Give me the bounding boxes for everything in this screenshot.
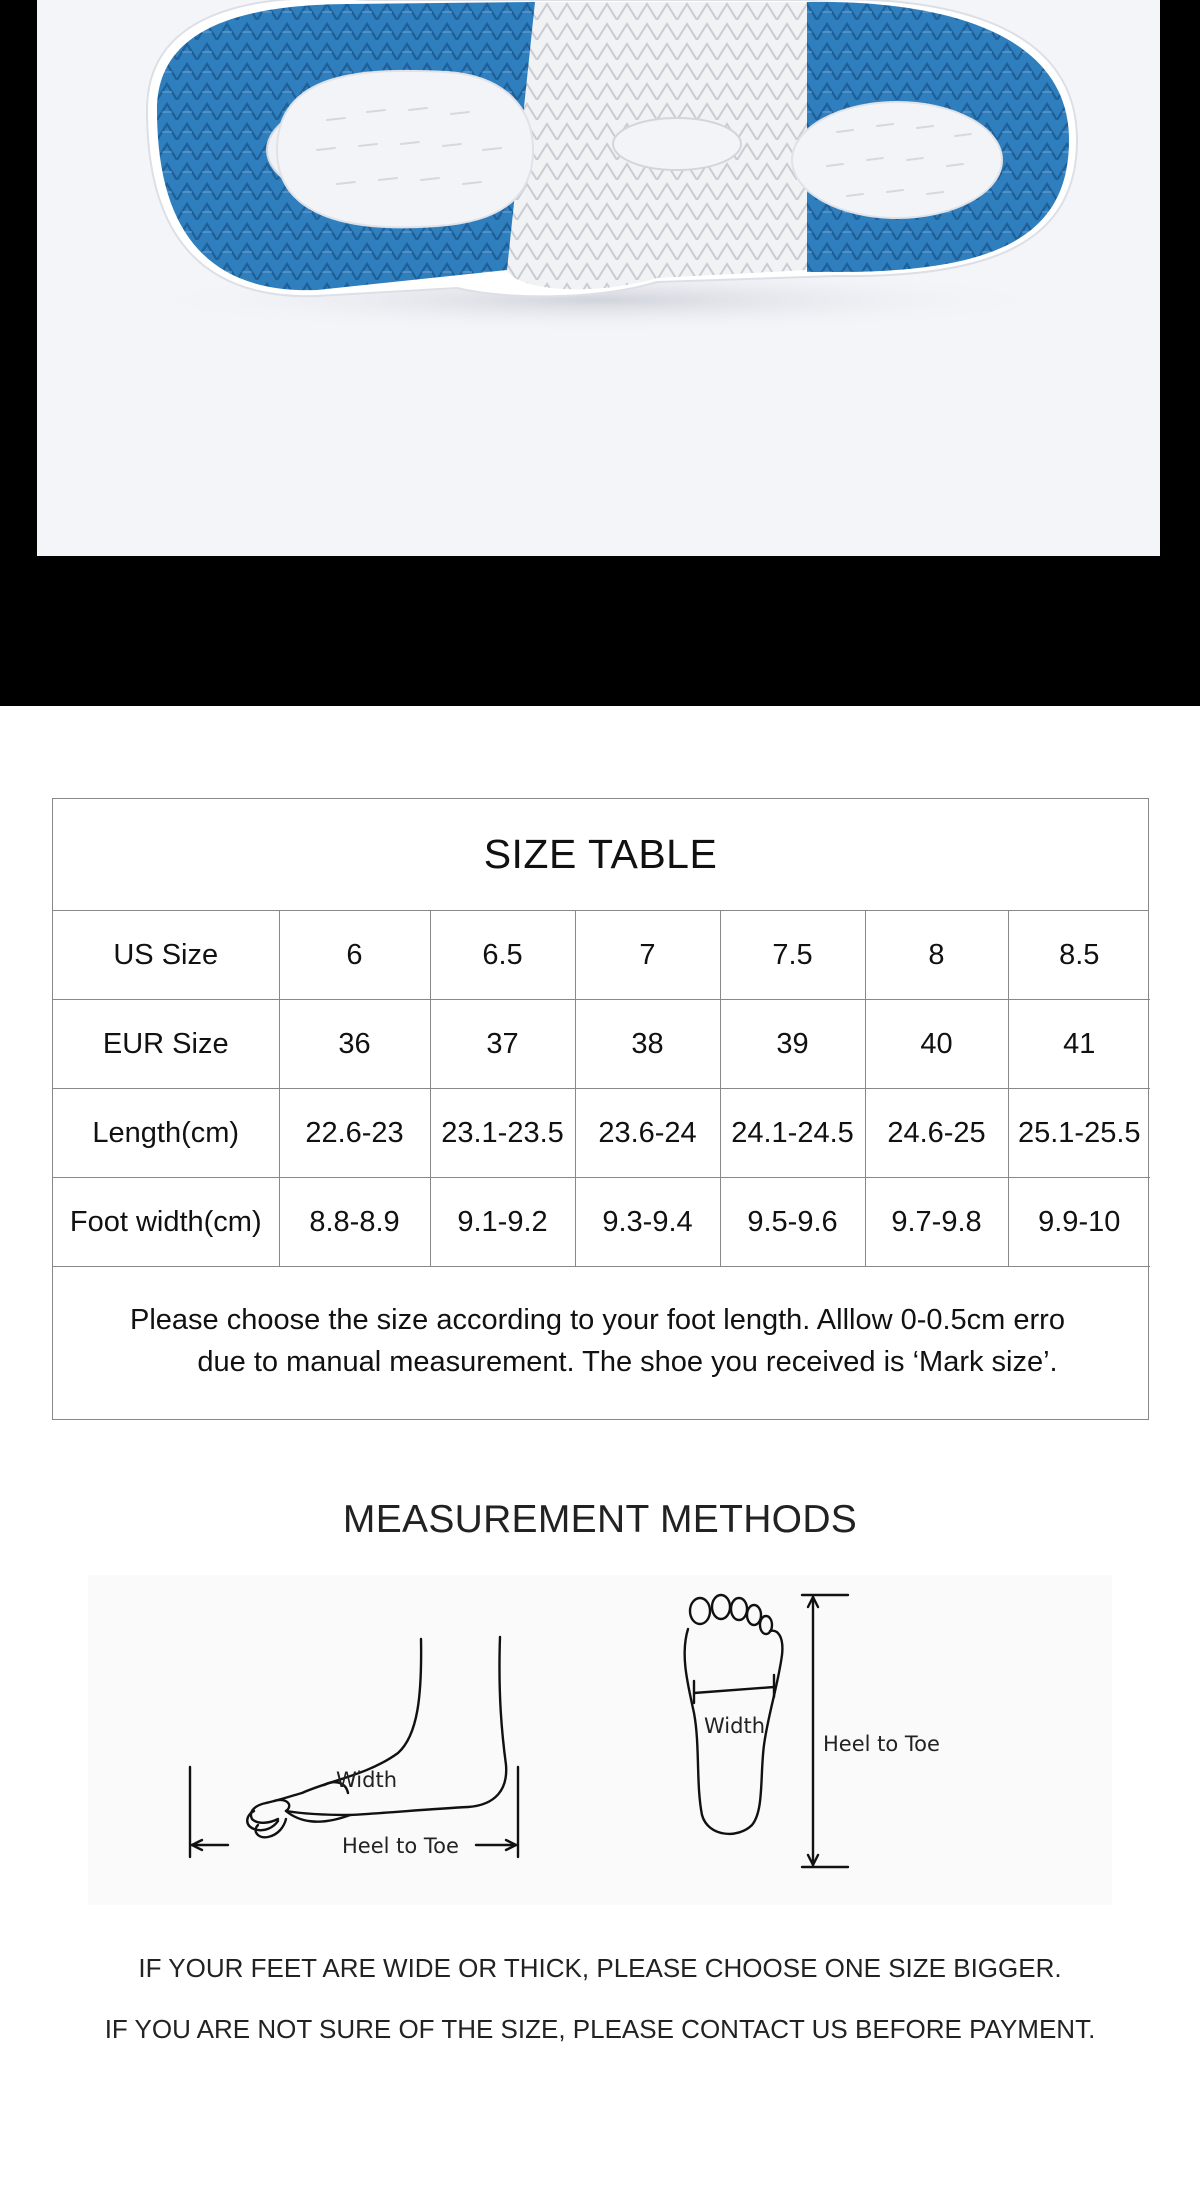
table-cell: 6 <box>279 911 430 1000</box>
size-note <box>53 1263 1148 1419</box>
table-cell: 38 <box>575 1000 720 1089</box>
size-table-title: SIZE TABLE <box>53 799 1148 911</box>
table-cell: 9.5-9.6 <box>720 1178 865 1267</box>
row-label: EUR Size <box>53 1000 279 1089</box>
table-cell: 8.5 <box>1008 911 1150 1000</box>
table-cell: 23.1-23.5 <box>430 1089 575 1178</box>
table-cell: 24.1-24.5 <box>720 1089 865 1178</box>
table-cell: 24.6-25 <box>865 1089 1008 1178</box>
measurement-title: MEASUREMENT METHODS <box>342 1498 858 1541</box>
photo-frame <box>0 0 1200 706</box>
table-row-eur-size <box>53 1000 1150 1089</box>
table-cell: 6.5 <box>430 911 575 1000</box>
table-cell: 8.8-8.9 <box>279 1178 430 1267</box>
table-cell: 7 <box>575 911 720 1000</box>
advice-wide-feet: IF YOUR FEET ARE WIDE OR THICK, PLEASE CHOOSE ONE SIZE BIGGER. <box>138 1953 1062 1983</box>
top-width-label: Width <box>704 1714 766 1738</box>
foot-side-view-icon <box>190 1637 518 1857</box>
table-row-foot-width <box>53 1178 1150 1267</box>
table-cell: 25.1-25.5 <box>1008 1089 1150 1178</box>
table-cell: 7.5 <box>720 911 865 1000</box>
table-cell: 9.9-10 <box>1008 1178 1150 1267</box>
top-length-label: Heel to Toe <box>823 1732 940 1756</box>
table-row-length <box>53 1089 1150 1178</box>
size-note-line-2: due to manual measurement. The shoe you received is ‘Mark size’. <box>197 1346 1058 1378</box>
table-cell: 41 <box>1008 1000 1150 1089</box>
table-cell: 9.7-9.8 <box>865 1178 1008 1267</box>
table-cell: 8 <box>865 911 1008 1000</box>
row-label: US Size <box>53 911 279 1000</box>
row-label: Length(cm) <box>53 1089 279 1178</box>
size-grid <box>53 911 1150 1267</box>
size-table <box>52 798 1149 1420</box>
shoe-sole-photo <box>37 0 1160 556</box>
table-cell: 9.3-9.4 <box>575 1178 720 1267</box>
table-row-us-size <box>53 911 1150 1000</box>
size-note-line-1: Please choose the size according to your foot length. Alllow 0-0.5cm erro <box>130 1304 1065 1336</box>
side-width-label: Width <box>336 1768 398 1792</box>
advice-contact-us: IF YOU ARE NOT SURE OF THE SIZE, PLEASE CONTACT US BEFORE PAYMENT. <box>104 2014 1096 2044</box>
table-cell: 36 <box>279 1000 430 1089</box>
row-label: Foot width(cm) <box>53 1178 279 1267</box>
table-cell: 39 <box>720 1000 865 1089</box>
side-length-label: Heel to Toe <box>342 1834 459 1858</box>
table-cell: 9.1-9.2 <box>430 1178 575 1267</box>
table-cell: 40 <box>865 1000 1008 1089</box>
table-cell: 37 <box>430 1000 575 1089</box>
table-cell: 23.6-24 <box>575 1089 720 1178</box>
table-cell: 22.6-23 <box>279 1089 430 1178</box>
measurement-diagram <box>88 1575 1112 1905</box>
